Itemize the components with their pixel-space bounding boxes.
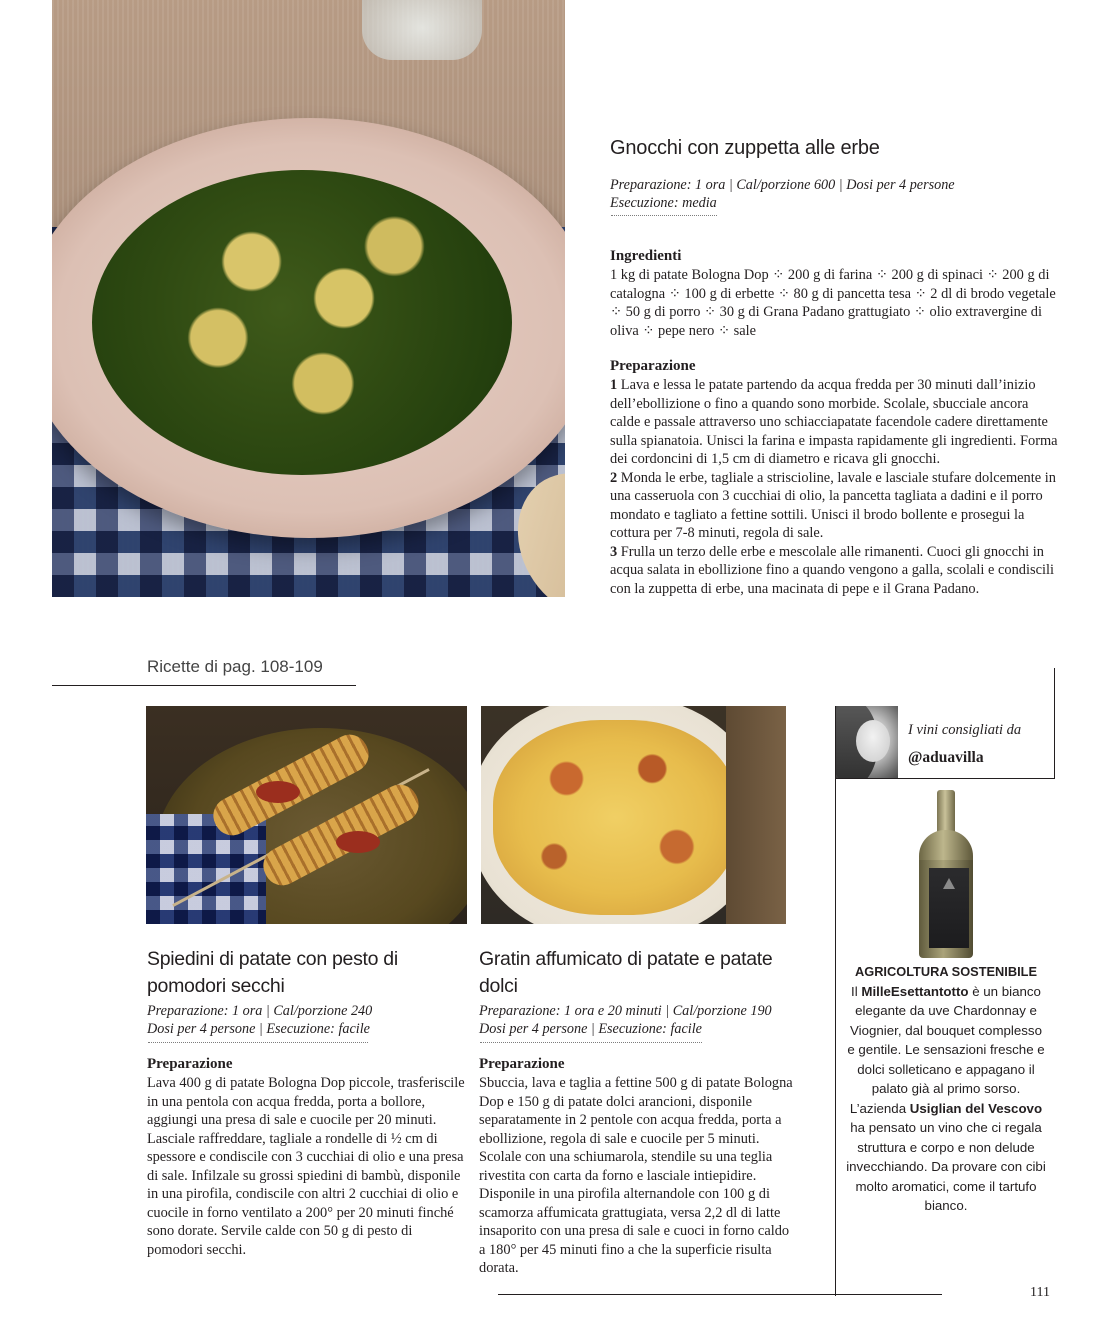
step-text: Monda le erbe, tagliale a striscioline, lavale e lasciale stufare dolcemente in una casseruola con 3 cucchiai di olio, la pancetta tagliata a dadini e il porro mondato e tagliato a fettine sottili. Unisci il brodo bollente e prosegui la cottura per 7-8 minuti, regola di sale. [610, 469, 1056, 541]
dotted-divider [480, 1042, 702, 1043]
step-text: Lava e lessa le patate partendo da acqua fredda per 30 minuti dall’inizio dell’ebollizione o fino a quando sono morbide. Scolale, sbucciale ancora calde e passale attraverso uno schiacciapatate facendole cadere direttamente sulla spianatoia. Unisci la farina e impasta rapidamente gli ingredienti. Forma dei cordoncini di 1,5 cm di diametro e ricava gli gnocchi. [610, 377, 1058, 467]
section-label: Ricette di pag. 108-109 [147, 657, 323, 676]
wine-intro: I vini consigliati da [908, 722, 1022, 738]
recipe-meta-line1: Preparazione: 1 ora e 20 minuti | Cal/porzione 190 [479, 1003, 772, 1019]
dotted-divider [611, 215, 717, 216]
recipe-title: Gratin affumicato di patate e patate dolci [479, 948, 773, 997]
wine-bottle [917, 790, 975, 958]
recipe-meta [479, 1002, 799, 1038]
recipe-title: Gnocchi con zuppetta alle erbe [610, 137, 880, 159]
step-number: 3 [610, 543, 618, 560]
footer-rule [498, 1294, 942, 1295]
gratin-photo [481, 706, 786, 924]
section-rule [52, 685, 356, 686]
sidebar-rule [1054, 668, 1055, 778]
step-number: 2 [610, 469, 618, 486]
pesto [336, 831, 380, 853]
wine-text: è un bianco elegante da uve Chardonnay e Viognier, dal bouquet complesso e gentile. Le sensazioni fresche e dolci solleticano e appagano il palato già al primo sorso. L’azienda [847, 983, 1045, 1116]
winery-name: Usiglian del Vescovo [909, 1100, 1043, 1116]
water-glass [362, 0, 482, 60]
recipe-meta [610, 176, 1050, 212]
ingredients-text: 1 kg di patate Bologna Dop ⁘ 200 g di farina ⁘ 200 g di spinaci ⁘ 200 g di catalogna ⁘ 100 g di erbette ⁘ 80 g di pancetta tesa ⁘ 2 dl di brodo vegetale ⁘ 50 g di porro ⁘ 30 g di Grana Padano grattugiato ⁘ olio extravergine di oliva ⁘ pepe nero ⁘ sale [610, 267, 1056, 339]
gnocchi-photo [52, 0, 565, 597]
dotted-divider [148, 1042, 368, 1043]
pesto [256, 781, 300, 803]
wine-description [846, 962, 1046, 1216]
recipe-meta-line2: Dosi per 4 persone | Esecuzione: facile [479, 1021, 702, 1037]
preparation-heading: Preparazione [479, 1056, 565, 1072]
instagram-handle: @aduavilla [908, 749, 984, 766]
preparation-heading: Preparazione [147, 1056, 233, 1072]
gratin [493, 720, 738, 915]
page-number: 111 [1030, 1285, 1050, 1300]
step [610, 376, 1060, 469]
recipe-meta-line2: Esecuzione: media [610, 195, 717, 211]
recipe-meta-line2: Dosi per 4 persone | Esecuzione: facile [147, 1021, 370, 1037]
wine-text: Il [851, 983, 862, 999]
gnocchi-soup [92, 170, 512, 475]
preparation-text: Lava 400 g di patate Bologna Dop piccole, trasferiscile in una pentola con acqua fredda, porta a bollore, aggiungi una presa di sale e cuocile per 20 minuti. Lasciale raffreddare, tagliale a rondelle di ½ cm di spessore e condiscile con 3 cucchiai di olio e una presa di sale. Infilzale su grossi spiedini di bambù, disponile in una pirofila, condiscile con altri 2 cucchiai di olio e cuocile in forno ventilato a 200° per 20 minuti finché sono dorate. Servile calde con 50 g di pesto di pomodori secchi. [147, 1075, 465, 1258]
skewers-photo [146, 706, 467, 924]
avatar [836, 706, 898, 778]
sidebar-rule [835, 706, 836, 1296]
recipe-meta-line1: Preparazione: 1 ora | Cal/porzione 600 | Dosi per 4 persone [610, 177, 955, 193]
step [610, 469, 1060, 543]
step-text: Frulla un terzo delle erbe e mescolale alle rimanenti. Cuoci gli gnocchi in acqua salata in ebollizione fino a quando vengono a galla, scolali e condiscili con la zuppetta di erbe, una macinata di pepe e il Grana Padano. [610, 543, 1054, 597]
face [856, 720, 890, 762]
checkered-cloth [146, 814, 266, 924]
step-number: 1 [610, 377, 618, 393]
preparation-text [610, 376, 1060, 598]
ingredients-heading: Ingredienti [610, 248, 682, 264]
preparation-heading: Preparazione [610, 358, 696, 374]
recipe-title: Spiedini di patate con pesto di pomodori secchi [147, 948, 398, 997]
wooden-board [726, 706, 786, 924]
wine-name: MilleEsettantotto [861, 983, 969, 999]
sidebar-rule [836, 778, 1055, 779]
wine-text: ha pensato un vino che ci regala struttura e corpo e non delude invecchiando. Da provare con cibi molto aromatici, come il tartufo bianco. [846, 1120, 1046, 1213]
recipe-meta-line1: Preparazione: 1 ora | Cal/porzione 240 [147, 1003, 373, 1019]
wine-heading: AGRICOLTURA SOSTENIBILE [855, 964, 1037, 979]
step [610, 543, 1060, 599]
recipe-meta [147, 1002, 467, 1038]
bottle-label [929, 868, 969, 948]
preparation-text: Sbuccia, lava e taglia a fettine 500 g di patate Bologna Dop e 150 g di patate dolci arancioni, disponile separatamente in 2 pentole con acqua fredda, porta a ebollizione, regola di sale e cuocile per 5 minuti. Scolale con una schiumarola, stendile su una teglia rivestita con carta da forno e lasciale intiepidire. Disponile in una pirofila alternandole con 100 g di scamorza affumicata grattugiata, versa 2,2 dl di latte insaporito con una presa di sale e cuoci in forno caldo a 180° per 45 minuti fino a che la superficie risulta dorata. [479, 1075, 793, 1276]
